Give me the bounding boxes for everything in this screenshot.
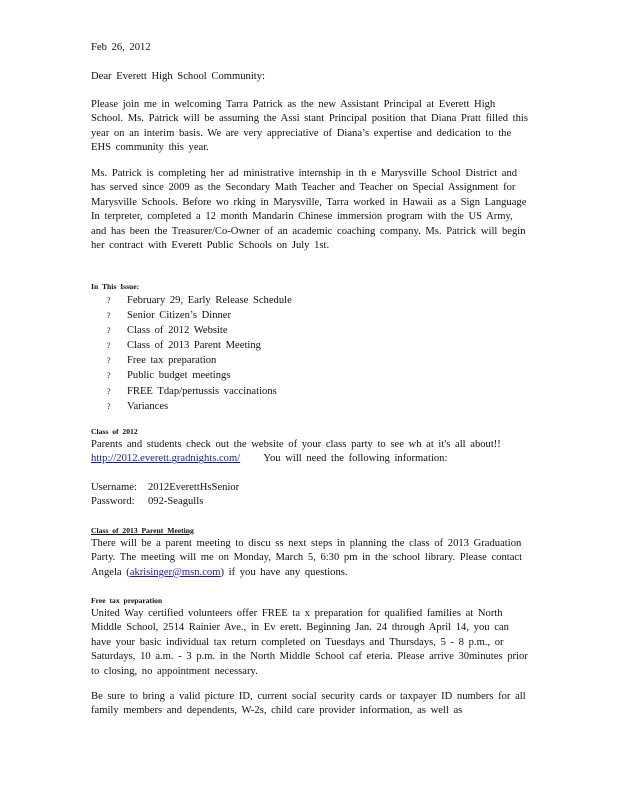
list-item: ? FREE Tdap/pertussis vaccinations <box>107 384 292 399</box>
welcome-paragraph-wrap <box>91 98 531 156</box>
list-item: ? Class of 2012 Website <box>107 323 292 338</box>
class-2012-website-link[interactable]: http://2012.everett.gradnights.com/ <box>91 453 241 465</box>
in-this-issue-heading: In This Issue: <box>91 282 140 291</box>
list-item: ? Class of 2013 Parent Meeting <box>107 338 292 353</box>
class-2012-heading: Class of 2012 <box>91 427 138 436</box>
class-2012-text: Parents and students check out the website of your class party to see wh at it's all about!! <box>91 439 501 450</box>
tax-documents-paragraph: Be sure to bring a valid picture ID, current social security cards or taxpayer ID numbers for all family members and dependents, W-2s, child care provider information, as well as <box>91 691 526 717</box>
list-item: ? February 29, Early Release Schedule <box>107 293 292 308</box>
bullet-glyph: ? <box>107 341 111 351</box>
tax-heading: Free tax preparation <box>91 596 163 605</box>
tax-paragraph: United Way certified volunteers offer FREE ta x preparation for qualified families at North Middle School, 2514 Rainier Ave., in Ev erett. Beginning Jan. 24 through April 14, you can have your basic individual tax return completed on Tuesdays and Thursdays, 5 - 8 p.m., or Saturdays, 10 a.m. - 3 p.m. in the North Middle School caf eteria. Please arrive 30minutes prior to closing, no appointment necessary. <box>91 608 528 677</box>
bullet-glyph: ? <box>107 386 111 396</box>
tax-section <box>91 607 531 679</box>
username-label: Username: <box>91 481 137 493</box>
class-2013-heading: Class of 2013 Parent Meeting <box>91 526 194 535</box>
welcome-paragraph: Please join me in welcoming Tarra Patrick as the new Assistant Principal at Everett High School. Ms. Patrick will be assuming the Assi stant Principal position that Diana Pratt filled this year on an interim basis. We are very appreciative of Diana’s expertise and dedication to the EHS community this year. <box>91 99 528 154</box>
bullet-glyph: ? <box>107 326 111 336</box>
salutation: Dear Everett High School Community: <box>91 71 265 82</box>
list-item: ? Senior Citizen’s Dinner <box>107 308 292 323</box>
class-2013-section <box>91 537 531 580</box>
issue-list <box>107 293 292 414</box>
username-value: 2012EverettHsSenior <box>148 481 240 493</box>
letter-date: Feb 26, 2012 <box>91 42 151 53</box>
list-item: ? Public budget meetings <box>107 368 292 383</box>
tax-documents-section <box>91 690 531 719</box>
password-label: Password: <box>91 496 135 508</box>
bio-paragraph: Ms. Patrick is completing her ad ministrative internship in th e Marysville School District and has served since 2009 as the Secondary Math Teacher and Teacher on Special Assignment for Marysville Schools. Before wo rking in Marysville, Tarra worked in Hawaii as a Sign Language In terpreter, completed a 12 month Mandarin Chinese immersion program with the US Army, and has been the Treasurer/Co-Owner of an academic coaching company. Ms. Patrick will begin her contract with Everett Public Schools on July 1st. <box>91 168 527 252</box>
list-item: ? Free tax preparation <box>107 353 292 368</box>
list-item: ? Variances <box>107 399 292 414</box>
contact-email-link[interactable]: akrisinger@msn.com <box>129 566 221 578</box>
class-2013-text: There will be a parent meeting to discu ss next steps in planning the class of 2013 Graduation Party. The meeting will me on Monday, March 5, 6:30 pm in the school library. Please contact Angela ( <box>91 538 523 578</box>
bullet-glyph: ? <box>107 401 111 411</box>
bullet-glyph: ? <box>107 311 111 321</box>
bullet-glyph: ? <box>107 371 111 381</box>
bio-paragraph-wrap <box>91 167 531 253</box>
username-line <box>91 481 531 495</box>
class-2012-section <box>91 438 531 510</box>
bullet-glyph: ? <box>107 296 111 305</box>
password-value: 092-Seagulls <box>148 496 204 508</box>
bullet-glyph: ? <box>107 356 111 366</box>
class-2013-closing-text: ) if you have any questions. <box>220 566 348 578</box>
password-line <box>91 495 531 509</box>
class-2012-info-text: You will need the following information: <box>263 453 448 465</box>
